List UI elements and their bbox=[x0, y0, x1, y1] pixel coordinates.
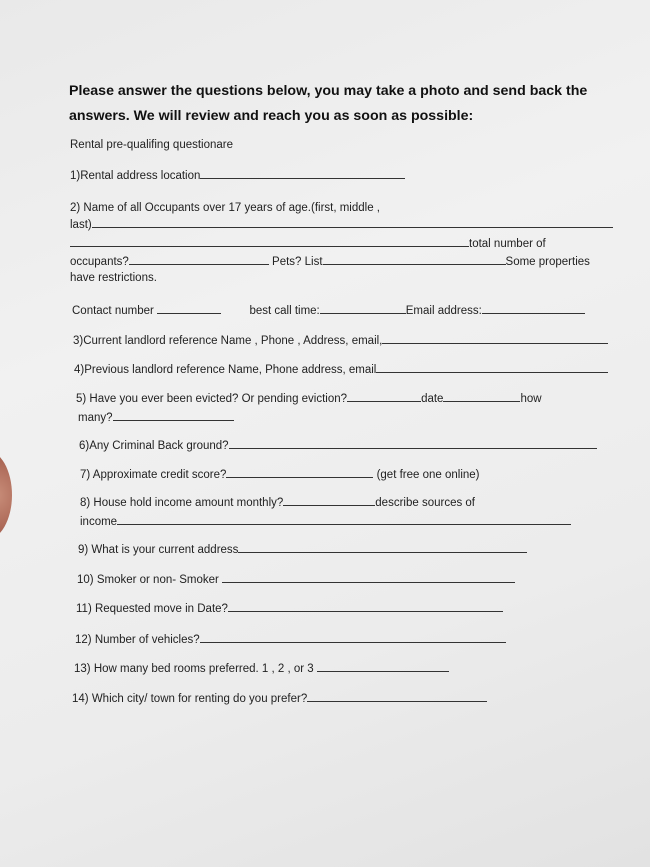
q7-note: (get free one online) bbox=[376, 469, 480, 481]
contact-number-label: Contact number bbox=[72, 305, 154, 317]
q2-row3 bbox=[70, 235, 546, 251]
q3-row bbox=[73, 332, 608, 348]
q13-row bbox=[74, 660, 449, 676]
q5-date-line[interactable] bbox=[443, 390, 520, 402]
q14-row bbox=[72, 690, 487, 706]
q12-answer-line[interactable] bbox=[200, 631, 506, 643]
q13-label: 13) How many bed rooms preferred. 1 , 2 , or 3 bbox=[74, 663, 314, 675]
q4-answer-line[interactable] bbox=[376, 361, 608, 373]
form-subtitle: Rental pre-qualifing questionare bbox=[70, 139, 234, 151]
q1-row bbox=[70, 167, 405, 183]
q12-label: 12) Number of vehicles? bbox=[75, 634, 200, 646]
q3-label: 3)Current landlord reference Name , Phone , Address, email, bbox=[73, 335, 383, 347]
email-address-label: Email address: bbox=[405, 305, 482, 317]
q9-row bbox=[78, 541, 527, 557]
q9-answer-line[interactable] bbox=[238, 541, 527, 553]
q2-label-line1: 2) Name of all Occupants over 17 years of age.(first, middle , bbox=[70, 202, 380, 214]
q12-row bbox=[75, 631, 506, 647]
q2-pets-line[interactable] bbox=[323, 253, 506, 265]
q5-row2 bbox=[78, 409, 234, 425]
q2-names-line[interactable] bbox=[92, 216, 613, 228]
q8-income-label: income bbox=[80, 516, 118, 528]
q10-answer-line[interactable] bbox=[222, 571, 515, 583]
q5-many-line[interactable] bbox=[113, 409, 234, 421]
q11-answer-line[interactable] bbox=[228, 600, 503, 612]
q14-label: 14) Which city/ town for renting do you prefer? bbox=[72, 693, 308, 705]
q3-answer-line[interactable] bbox=[382, 332, 608, 344]
q2-names-line-2[interactable] bbox=[70, 235, 469, 247]
q5-date-label: date bbox=[421, 393, 444, 405]
q2-occupants-label: occupants? bbox=[70, 256, 129, 268]
q8-label: 8) House hold income amount monthly? bbox=[80, 497, 284, 509]
q2-label-line2: last) bbox=[70, 219, 92, 231]
contact-row bbox=[72, 302, 585, 318]
page-heading: Please answer the questions below, you may take a photo and send back the answers. We will review and reach you as soon as possible: bbox=[69, 83, 588, 124]
q6-answer-line[interactable] bbox=[229, 437, 597, 449]
q2-row4 bbox=[70, 253, 590, 269]
q5-how-label: how bbox=[520, 393, 542, 405]
q6-label: 6)Any Criminal Back ground? bbox=[79, 440, 229, 452]
q5-eviction-line[interactable] bbox=[347, 390, 421, 402]
q10-label: 10) Smoker or non- Smoker bbox=[77, 574, 219, 586]
q6-row bbox=[79, 437, 597, 453]
q13-answer-line[interactable] bbox=[317, 660, 449, 672]
q7-row bbox=[80, 466, 480, 482]
email-address-line[interactable] bbox=[482, 302, 585, 314]
q8-row2 bbox=[80, 513, 571, 529]
q2-pets-label: Pets? List bbox=[272, 256, 323, 268]
q8-income-line[interactable] bbox=[117, 513, 571, 525]
q4-row bbox=[74, 361, 608, 377]
q2-row2 bbox=[70, 216, 613, 232]
best-call-time-line[interactable] bbox=[320, 302, 406, 314]
q11-label: 11) Requested move in Date? bbox=[76, 603, 228, 615]
q9-label: 9) What is your current address bbox=[78, 544, 239, 556]
q4-label: 4)Previous landlord reference Name, Phone address, email bbox=[74, 364, 377, 376]
q1-label: 1)Rental address location bbox=[70, 170, 201, 182]
q8-amount-line[interactable] bbox=[283, 494, 375, 506]
q10-row bbox=[77, 571, 515, 587]
q8-row bbox=[80, 494, 475, 510]
contact-number-line[interactable] bbox=[157, 302, 221, 314]
q14-answer-line[interactable] bbox=[307, 690, 487, 702]
q5-row bbox=[76, 390, 542, 406]
q7-label: 7) Approximate credit score? bbox=[80, 469, 227, 481]
q5-label: 5) Have you ever been evicted? Or pending eviction? bbox=[76, 393, 348, 405]
q2-total-label: total number of bbox=[469, 238, 546, 250]
q7-answer-line[interactable] bbox=[226, 466, 373, 478]
q2-some-properties: Some properties bbox=[505, 256, 590, 268]
q11-row bbox=[76, 600, 503, 616]
best-call-time-label: best call time: bbox=[249, 305, 320, 317]
q2-restrictions: have restrictions. bbox=[70, 272, 157, 284]
q2-occupants-count-line[interactable] bbox=[129, 253, 269, 265]
q8-describe-label: describe sources of bbox=[375, 497, 475, 509]
q5-many-label: many? bbox=[78, 412, 113, 424]
q1-answer-line[interactable] bbox=[200, 167, 405, 179]
